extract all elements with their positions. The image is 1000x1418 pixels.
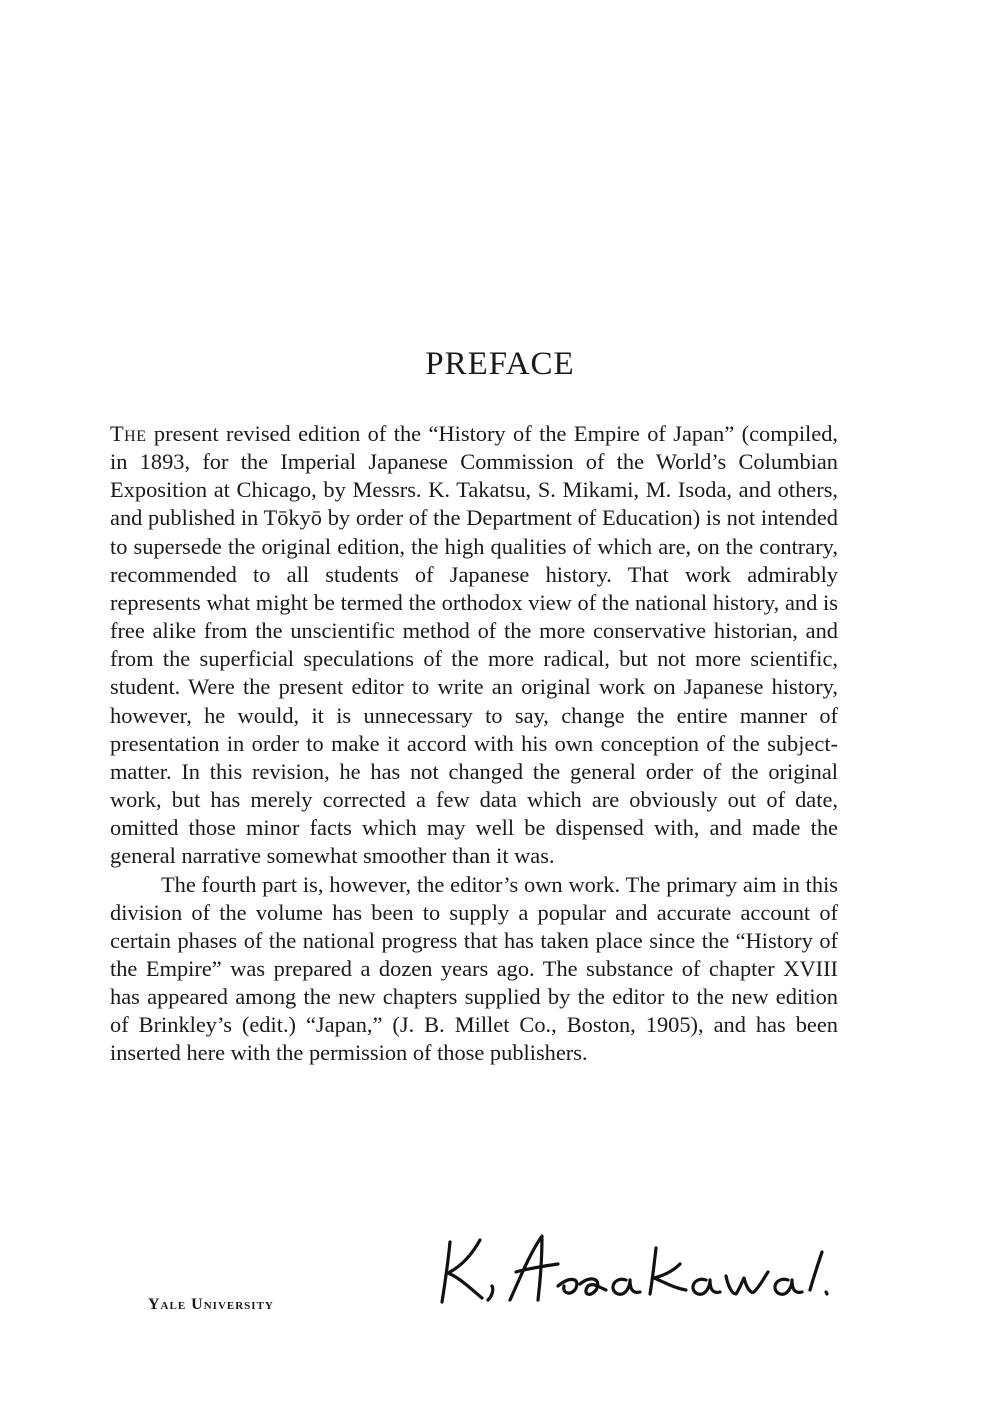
paragraph-lead-word: The xyxy=(110,421,147,446)
affiliation-line: Yale University xyxy=(148,1296,274,1313)
preface-paragraph-1 xyxy=(110,420,838,871)
preface-paragraph-2: The fourth part is, however, the editor’s own work. The primary aim in this division of the volume has been to supply a popular and accurate account of certain phases of the national progress that has taken place since the “History of the Empire” was prepared a dozen years ago. The substance of chapter XVIII has appeared among the new chapters supplied by the editor to the new edition of Brinkley’s (edit.) “Japan,” (J. B. Millet Co., Boston, 1905), and has been inserted here with the permission of those publishers. xyxy=(110,871,838,1066)
preface-body xyxy=(110,420,838,1068)
paragraph-1-text: present revised edition of the “History of the Empire of Japan” (compiled, in 1893, for the Imperial Japanese Commission of the World’s Columbian Exposition at Chicago, by Messrs. K. Takatsu, S. Mikami, M. Isoda, and others, and published in Tōkyō by order of the Department of Education) is not intended to supersede the original edition, the high qualities of which are, on the contrary, recommended to all students of Japanese history. That work admirably represents what might be termed the orthodox view of the national history, and is free alike from the unscientific method of the more conservative historian, and from the superficial speculations of the more radical, but not more scientific, student. Were the present editor to write an original work on Japanese history, however, he would, it is unnecessary to say, change the entire manner of presentation in order to make it accord with his own conception of the subject-matter. In this revision, he has not changed the general order of the original work, but has merely corrected a few data which are obviously out of date, omitted those minor facts which may well be dispensed with, and made the general narrative somewhat smoother than it was. xyxy=(110,421,838,869)
signature-drawing xyxy=(430,1228,850,1308)
page-title: PREFACE xyxy=(425,346,575,382)
handwritten-signature xyxy=(430,1228,850,1308)
